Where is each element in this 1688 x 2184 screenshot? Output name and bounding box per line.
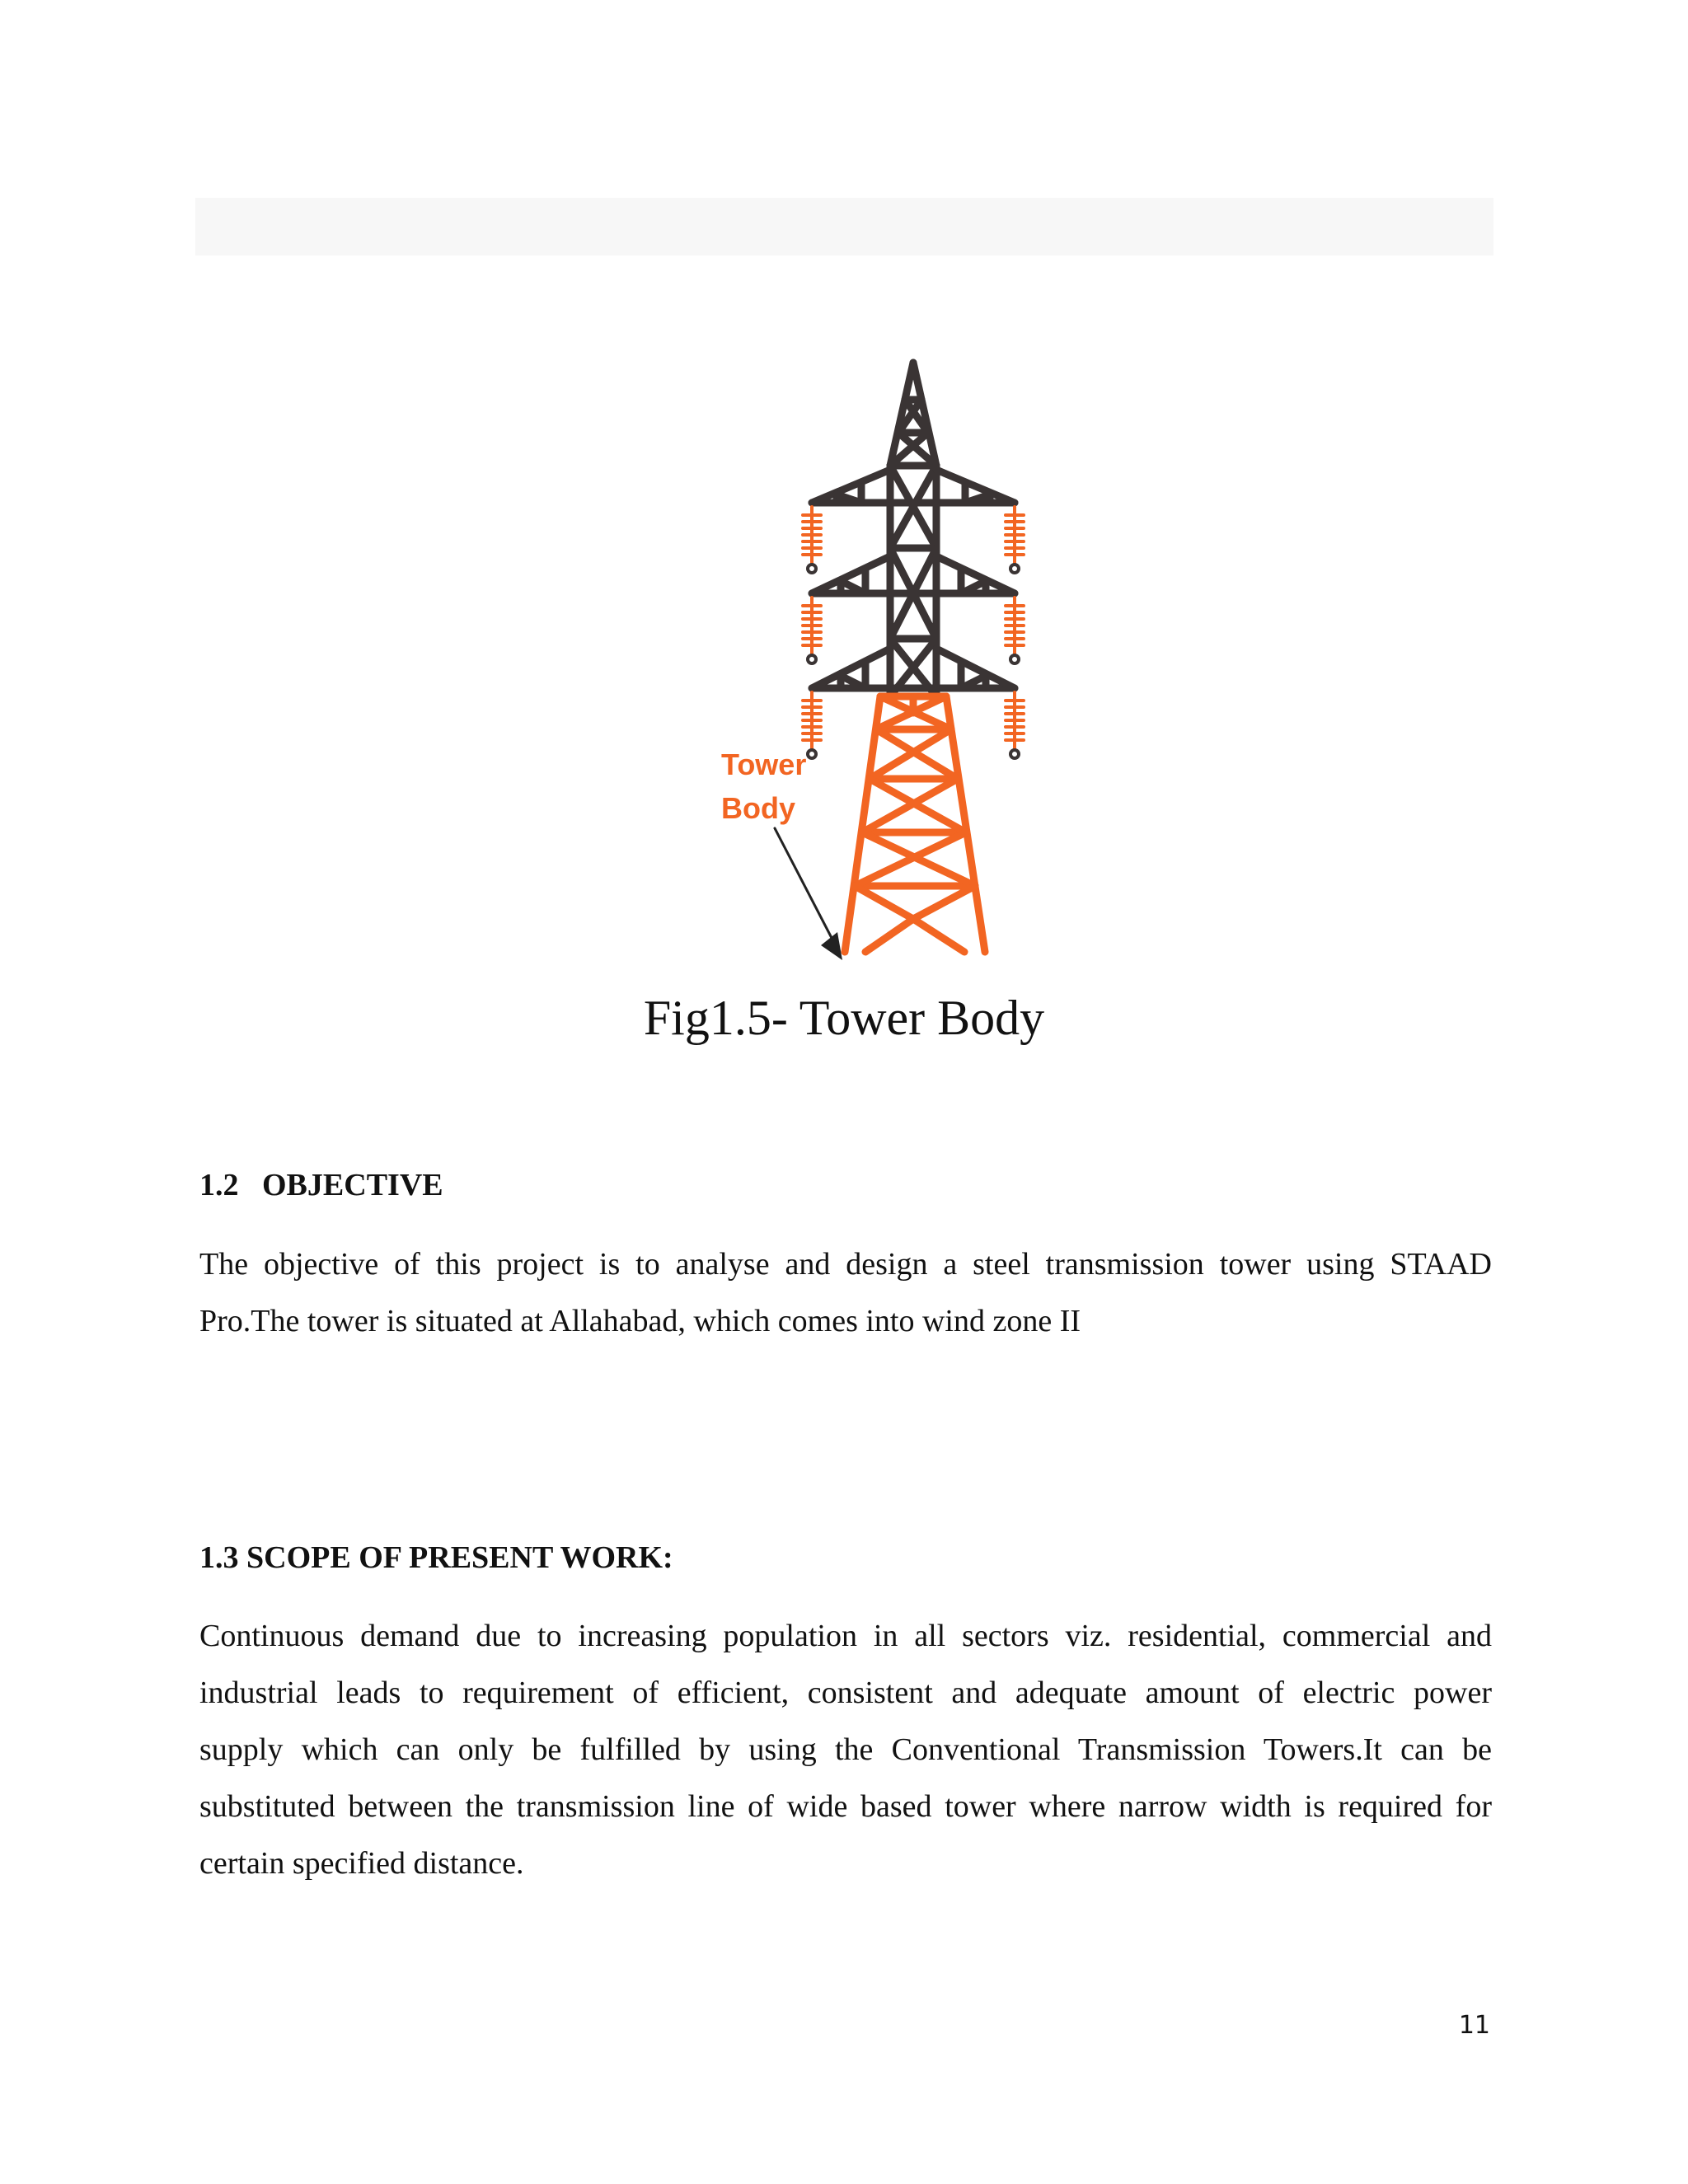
paragraph-line: certain specified distance. (199, 1846, 524, 1881)
figure-caption: Fig1.5- Tower Body (643, 991, 1045, 1045)
tower-body-figure (701, 350, 1047, 968)
paragraph-line: Pro.The tower is situated at Allahabad, which comes into wind zone II (199, 1304, 1081, 1338)
callout-arrow (775, 828, 832, 940)
callout-label-body: Body (721, 791, 795, 825)
tower-body-section (845, 696, 985, 952)
section-heading-objective: 1.2 OBJECTIVE (199, 1168, 443, 1202)
paragraph-line: substituted between the transmission line of wide based tower where narrow width is required for (199, 1789, 1492, 1824)
paragraph-line: industrial leads to requirement of efficient, consistent and adequate amount of electric power (199, 1675, 1492, 1710)
objective-paragraph (199, 1236, 1492, 1350)
scope-paragraph (199, 1608, 1492, 1892)
callout-label-tower: Tower (721, 748, 807, 781)
section-heading-scope: 1.3 SCOPE OF PRESENT WORK: (199, 1540, 673, 1575)
paragraph-line: Continuous demand due to increasing population in all sectors viz. residential, commercial and (199, 1619, 1492, 1653)
tower-upper-section (812, 363, 1015, 696)
paragraph-line: supply which can only be fulfilled by using the Conventional Transmission Towers.It can be (199, 1732, 1492, 1767)
paragraph-line: The objective of this project is to analyse and design a steel transmission tower using STAAD (199, 1247, 1492, 1282)
header-band (195, 198, 1493, 255)
page-number: 11 (1458, 2011, 1490, 2040)
